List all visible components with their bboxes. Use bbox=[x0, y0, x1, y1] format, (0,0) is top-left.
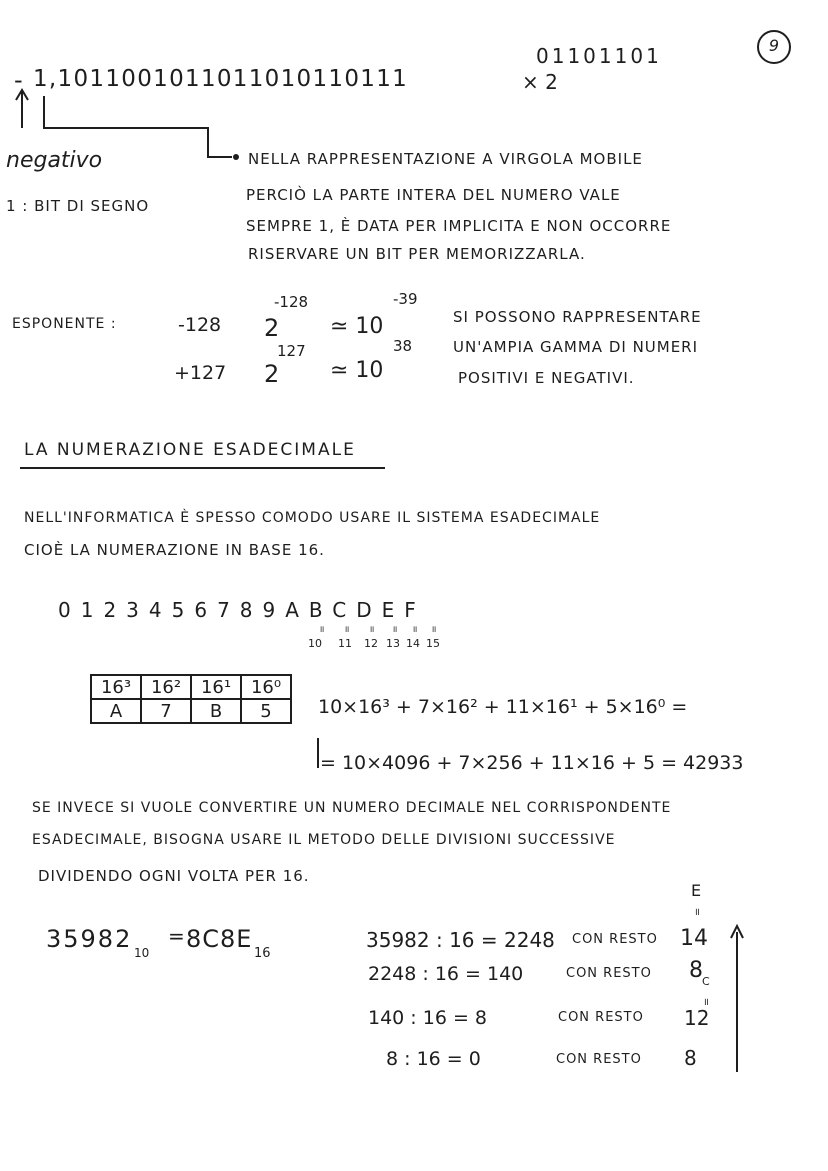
table-digit-cell: 5 bbox=[241, 699, 291, 723]
exponent-max-power: 127 bbox=[277, 342, 306, 360]
division-1-label: CON RESTO bbox=[572, 932, 658, 947]
division-2-rest: 8 bbox=[689, 958, 703, 983]
hex-value-d: 13 bbox=[386, 637, 400, 650]
rest-c-letter: C bbox=[702, 975, 710, 988]
table-header-cell: 16² bbox=[141, 675, 191, 699]
exponent-note-line-2: UN'AMPIA GAMMA DI NUMERI bbox=[453, 338, 699, 356]
mantissa-value: 1,1011001011011010110111 bbox=[33, 66, 409, 92]
exponent-min-power: -128 bbox=[274, 293, 309, 311]
result-decimal-base: 10 bbox=[134, 946, 150, 960]
rest-c-mark: ॥ bbox=[703, 997, 709, 1008]
hex-value-f: 15 bbox=[426, 637, 440, 650]
exponent-label: ESPONENTE : bbox=[12, 316, 117, 332]
hex-value-b: 11 bbox=[338, 637, 352, 650]
explanation-line-4: RISERVARE UN BIT PER MEMORIZZARLA. bbox=[248, 245, 586, 263]
table-header-cell: 16⁰ bbox=[241, 675, 291, 699]
conversion-line-1: SE INVECE SI VUOLE CONVERTIRE UN NUMERO DECIMALE NEL CORRISPONDENTE bbox=[32, 800, 672, 816]
sign-minus: - bbox=[14, 66, 23, 94]
division-2-expr: 2248 : 16 = 140 bbox=[368, 963, 524, 985]
division-3-expr: 140 : 16 = 8 bbox=[368, 1007, 488, 1029]
rest-e-mark: ॥ bbox=[694, 907, 700, 918]
exponent-note-line-3: POSITIVI E NEGATIVI. bbox=[458, 369, 635, 387]
exponent-min-approx-power: -39 bbox=[393, 290, 418, 308]
hex-value-c: 12 bbox=[364, 637, 378, 650]
division-3-rest: 12 bbox=[684, 1006, 710, 1030]
times-base: × 2 bbox=[522, 70, 558, 94]
hex-value-a: 10 bbox=[308, 637, 322, 650]
exponent-min-approx: ≃ 10 bbox=[330, 314, 384, 339]
division-1-expr: 35982 : 16 = 2248 bbox=[366, 928, 555, 952]
division-4-expr: 8 : 16 = 0 bbox=[386, 1048, 481, 1070]
table-header-cell: 16³ bbox=[91, 675, 141, 699]
division-4-label: CON RESTO bbox=[556, 1052, 642, 1067]
exponent-max-approx: ≃ 10 bbox=[330, 358, 384, 383]
table-row bbox=[91, 699, 291, 723]
intro-line-2: CIOÈ LA NUMERAZIONE IN BASE 16. bbox=[24, 541, 325, 559]
table-row bbox=[91, 675, 291, 699]
result-hex: 8C8E bbox=[186, 925, 253, 953]
exponent-max-approx-power: 38 bbox=[393, 337, 413, 355]
explanation-line-3: SEMPRE 1, È DATA PER IMPLICITA E NON OCCORRE bbox=[246, 217, 672, 235]
intro-line-1: NELL'INFORMATICA È SPESSO COMODO USARE IL SISTEMA ESADECIMALE bbox=[24, 510, 601, 526]
rest-e-letter: E bbox=[691, 881, 702, 900]
label-bit-segno: 1 : BIT DI SEGNO bbox=[6, 197, 150, 215]
expansion-line-2: = 10×4096 + 7×256 + 11×16 + 5 = 42933 bbox=[320, 752, 744, 774]
result-decimal: 35982 bbox=[46, 925, 133, 953]
division-1-rest: 14 bbox=[680, 926, 708, 951]
hex-value-e: 14 bbox=[406, 637, 420, 650]
exponent-note-line-1: SI POSSONO RAPPRESENTARE bbox=[453, 308, 702, 326]
explanation-line-1: NELLA RAPPRESENTAZIONE A VIRGOLA MOBILE bbox=[248, 150, 643, 168]
result-equals: = bbox=[168, 924, 185, 948]
hex-mark-e: ॥ bbox=[412, 625, 418, 635]
expansion-line-1: 10×16³ + 7×16² + 11×16¹ + 5×16⁰ = bbox=[318, 696, 688, 718]
section-title: LA NUMERAZIONE ESADECIMALE bbox=[24, 440, 356, 460]
conversion-line-3: DIVIDENDO OGNI VOLTA PER 16. bbox=[38, 867, 310, 885]
hex-mark-a: ॥ bbox=[319, 625, 325, 635]
label-negativo: negativo bbox=[6, 148, 103, 173]
hex-mark-b: ॥ bbox=[344, 625, 350, 635]
exponent-max: +127 bbox=[174, 362, 227, 384]
table-digit-cell: B bbox=[191, 699, 241, 723]
hex-position-table bbox=[90, 674, 292, 724]
hex-digit-row: 0123456789ABCDEF bbox=[58, 598, 426, 622]
hex-mark-d: ॥ bbox=[392, 625, 398, 635]
conversion-line-2: ESADECIMALE, BISOGNA USARE IL METODO DELLE DIVISIONI SUCCESSIVE bbox=[32, 832, 616, 848]
explanation-line-2: PERCIÒ LA PARTE INTERA DEL NUMERO VALE bbox=[246, 186, 621, 204]
result-hex-base: 16 bbox=[254, 946, 271, 961]
division-2-label: CON RESTO bbox=[566, 966, 652, 981]
exponent-min: -128 bbox=[178, 314, 222, 336]
exponent-bits: 01101101 bbox=[536, 44, 662, 68]
page-number: 9 bbox=[768, 36, 780, 55]
hex-mark-c: ॥ bbox=[369, 625, 375, 635]
table-digit-cell: A bbox=[91, 699, 141, 723]
exponent-min-base: 2 bbox=[264, 314, 280, 342]
table-digit-cell: 7 bbox=[141, 699, 191, 723]
hex-mark-f: ॥ bbox=[431, 625, 437, 635]
division-4-rest: 8 bbox=[684, 1046, 697, 1070]
table-header-cell: 16¹ bbox=[191, 675, 241, 699]
exponent-max-base: 2 bbox=[264, 360, 280, 388]
division-3-label: CON RESTO bbox=[558, 1010, 644, 1025]
